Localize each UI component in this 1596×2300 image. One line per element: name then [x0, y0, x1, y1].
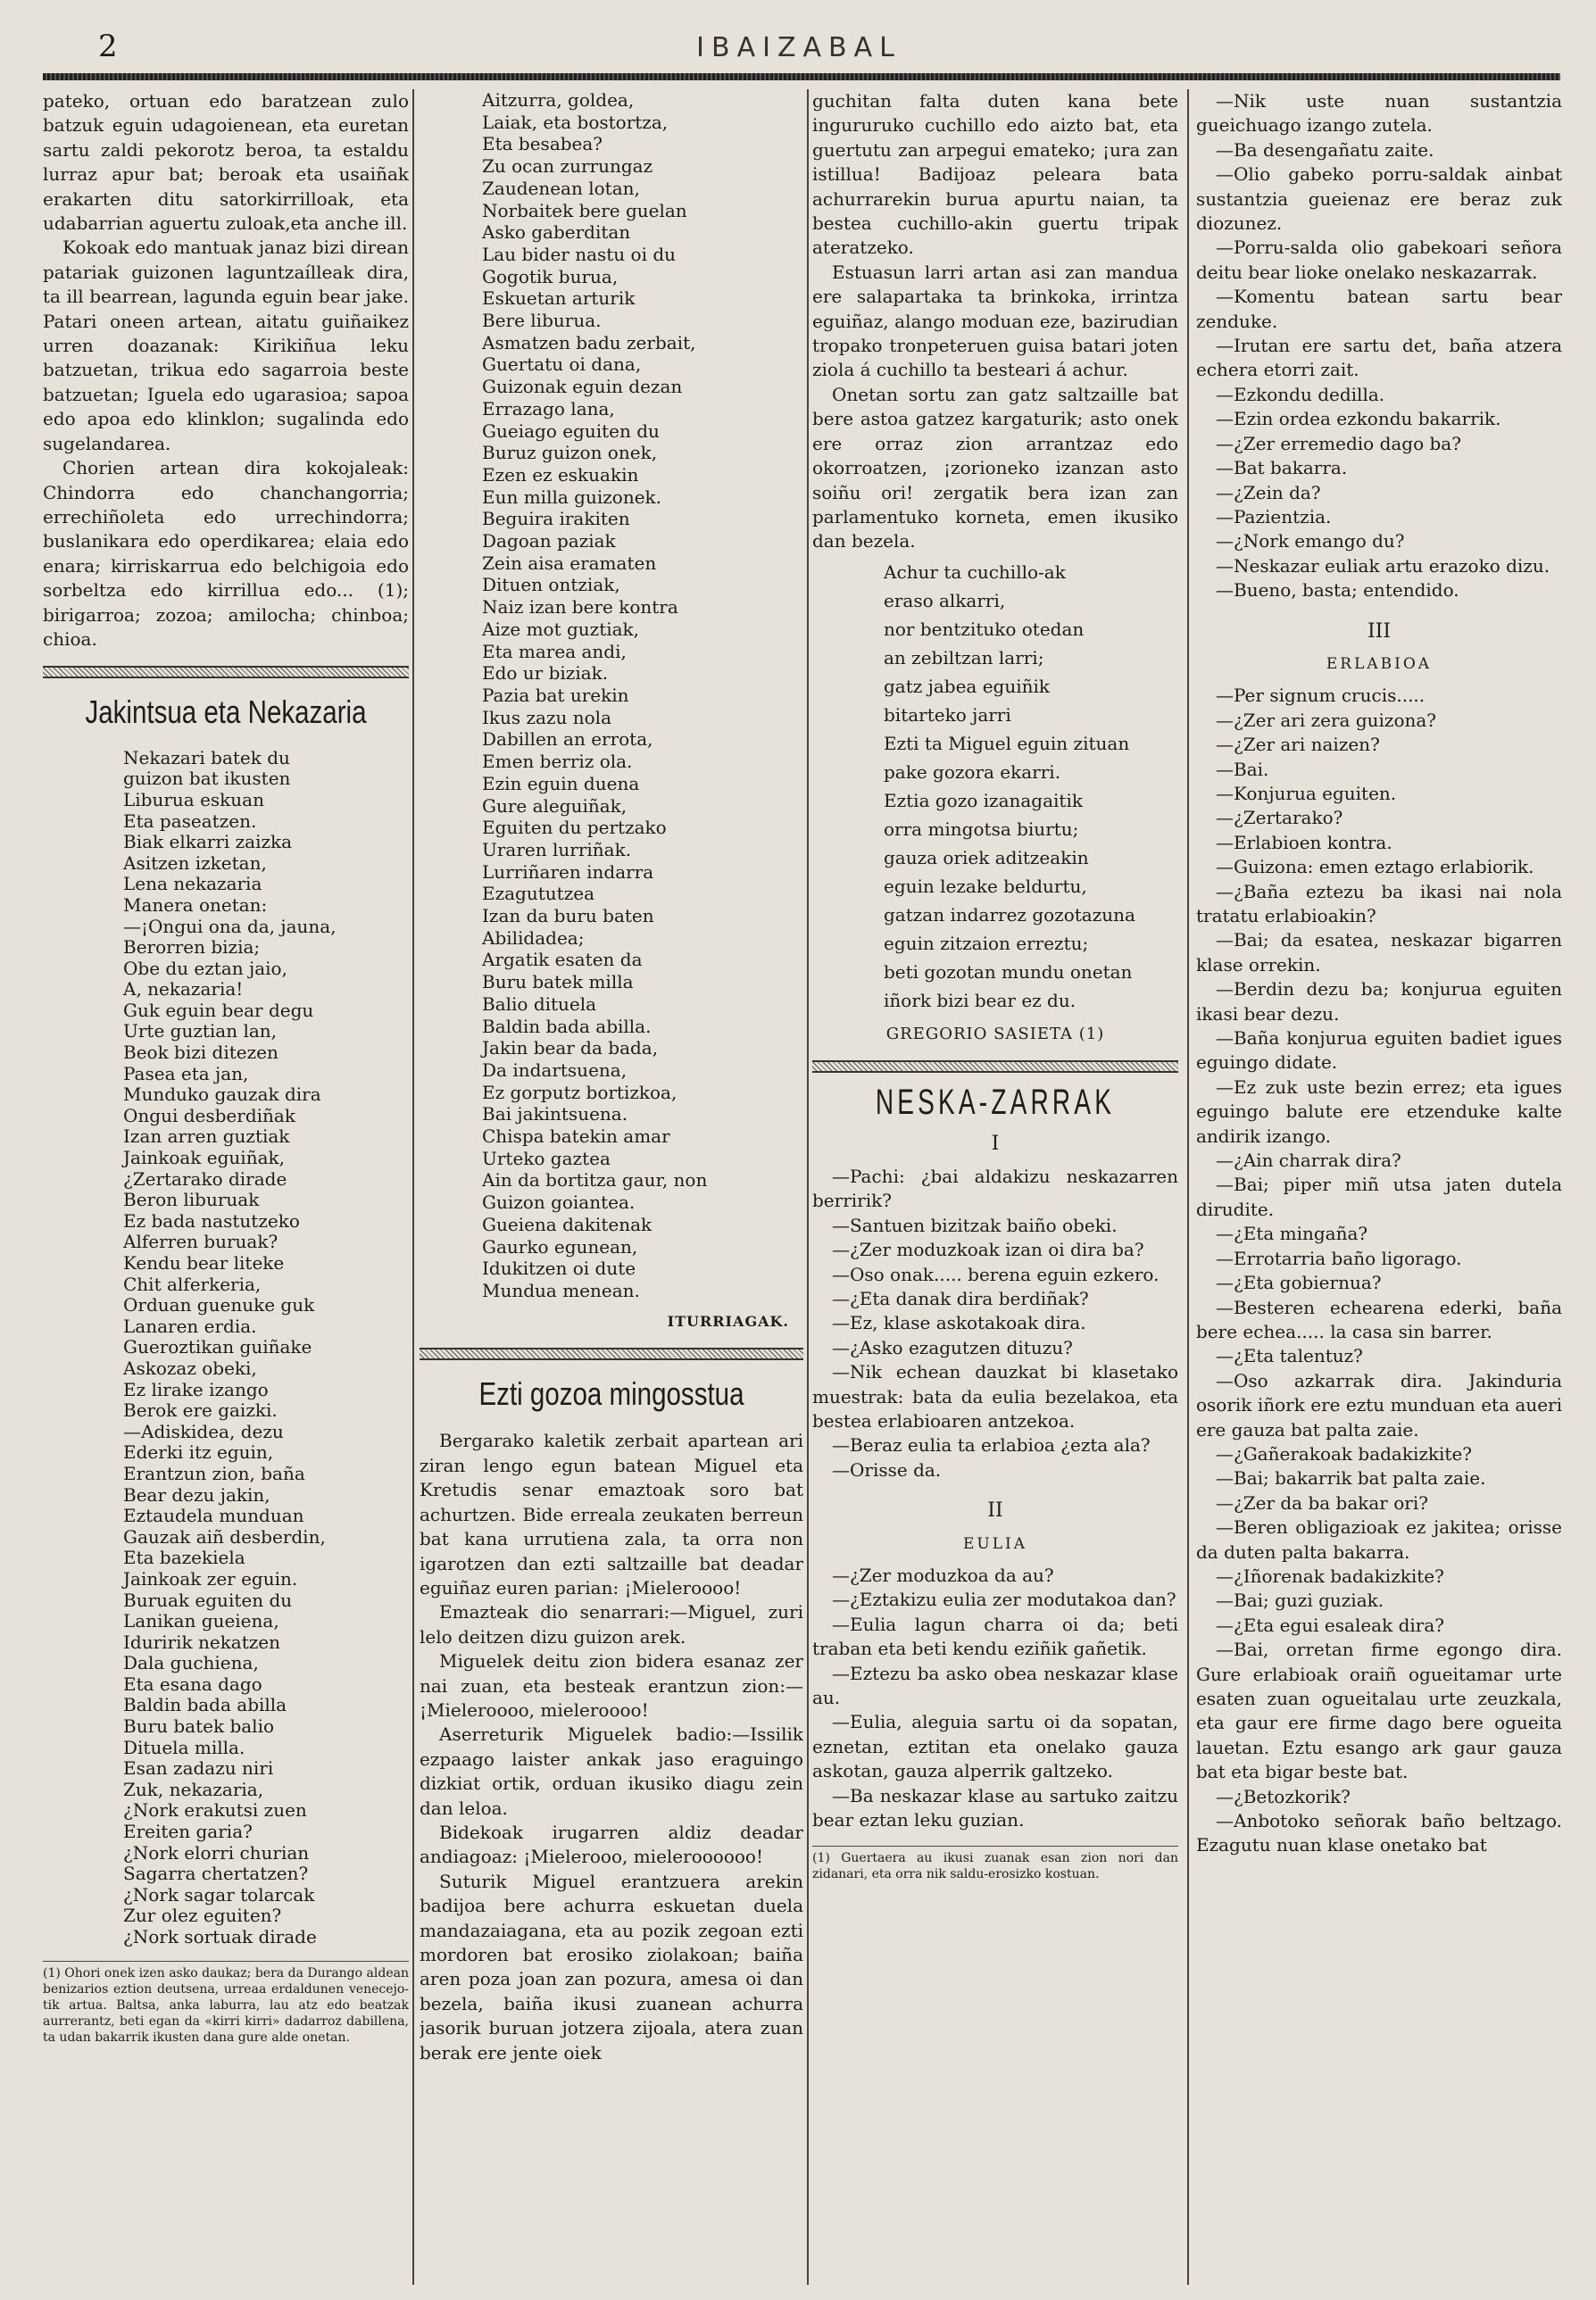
poem-line: Aitzurra, goldea, — [482, 89, 635, 111]
dialogue-line: —¿Eta mingaña? — [1216, 1223, 1368, 1245]
poem-line: Mundua menean. — [482, 1279, 640, 1301]
dialogue-line: —Guizona: emen eztago erlabiorik. — [1216, 856, 1534, 878]
poem-line: Orduan guenuke guk — [123, 1294, 315, 1316]
article-title: Jakintsua eta Nekazaria — [85, 693, 367, 731]
poem-line: Ikus zazu nola — [482, 706, 611, 728]
poem-line: Da indartsuena, — [482, 1059, 628, 1081]
poem-line: Liburua eskuan — [123, 788, 264, 810]
dialogue-line: —Oso onak..... berena eguin ezkero. — [832, 1263, 1160, 1285]
poem-line: Dabillen an errota, — [482, 728, 653, 751]
dialogue-line: —Eztezu ba asko obea neskazar klase au. — [812, 1662, 1178, 1709]
dialogue — [1196, 89, 1562, 603]
poem-line: pake gozora ekarri. — [884, 760, 1061, 783]
dialogue-line: —Irutan ere sartu det, baña atzera echera etorri zait. — [1196, 335, 1562, 381]
poem-line: Dituen ontziak, — [482, 574, 620, 596]
poem-line: Erantzun zion, baña — [123, 1462, 305, 1484]
section-divider — [812, 1060, 1178, 1073]
dialogue-line: —¿Eta talentuz? — [1216, 1345, 1363, 1367]
poem-line: Guertatu oi dana, — [482, 353, 642, 376]
poem-line: ¿Nork sagar tolarcak — [123, 1883, 315, 1906]
signature: ITURRIAGAK. — [667, 1312, 789, 1330]
article-title: NESKA-ZARRAK — [875, 1083, 1116, 1123]
dialogue-line: —¿Gañerakoak badakizkite? — [1216, 1442, 1473, 1465]
poem-line: ¿Zertarako dirade — [123, 1167, 287, 1190]
dialogue — [812, 1564, 1178, 1832]
paragraph: Bidekoak irugarren aldiz deadar andiagoaz: ¡Mielerooo, mieleroooooo! — [420, 1821, 803, 1868]
poem-line: iñork bizi bear ez du. — [884, 989, 1076, 1011]
dialogue-line: —Konjurua eguiten. — [1216, 782, 1397, 804]
poem-line: Eskuetan arturik — [482, 287, 636, 310]
poem-line: Eta esana dago — [123, 1673, 262, 1695]
poem-line: Balio dituela — [482, 992, 597, 1015]
poem-line: Eguiten du pertzako — [482, 817, 667, 839]
dialogue — [1196, 684, 1562, 1858]
dialogue-line: —Nik uste nuan sustantzia gueichuago izango zutela. — [1196, 90, 1562, 137]
poem-line: bitarteko jarri — [884, 703, 1011, 726]
poem-line: Gure aleguiñak, — [482, 794, 628, 817]
dialogue-line: —Anbotoko señorak baño beltzago. Ezagutu nuan klase onetako bat — [1196, 1810, 1562, 1856]
column-3 — [812, 89, 1178, 2285]
poem-line: Ereiten garia? — [123, 1821, 253, 1843]
poem-line: ¿Nork elorri churian — [123, 1841, 310, 1864]
poem-line: Berok ere gaizki. — [123, 1399, 278, 1422]
poem-line: Bere liburua. — [482, 310, 602, 332]
poem-line: Buru batek balio — [123, 1715, 275, 1738]
poem-line: Zu ocan zurrungaz — [482, 155, 653, 178]
poem-line: A, nekazaria! — [123, 978, 244, 1001]
poem-line: Zein aisa eramaten — [482, 552, 657, 574]
dialogue-line: —Pazientzia. — [1216, 505, 1332, 527]
dialogue-line: —¿Eta gobiernua? — [1216, 1272, 1382, 1294]
poem-line: Beguira irakiten — [482, 508, 630, 530]
poem-line: Pasea eta jan, — [123, 1062, 249, 1084]
poem-line: Biak elkarri zaizka — [123, 831, 293, 853]
poem-line: Aize mot guztiak, — [482, 618, 640, 640]
poem-line: Argatik esaten da — [482, 949, 643, 971]
section-heading: ERLABIOA — [1326, 654, 1433, 673]
column-divider — [412, 89, 414, 2285]
dialogue-line: —Per signum crucis..... — [1216, 685, 1426, 707]
dialogue-line: —Ezin ordea ezkondu bakarrik. — [1216, 408, 1501, 430]
paragraph: Bergarako kaletik zerbait apartean ari ziran lengo egun batean Miguel eta Kretudis senar emaztoak soro bat achurtzen. Bide erreala zeukaten berreun bat kana urrutiena zala, ta orra non igarotzen dan ezti saltzaille bat deadar eguiñaz euren parian: ¡Mieleroooo! — [420, 1430, 803, 1598]
footnote: (1) Guertaera au ikusi zuanak esan zion nori dan zidanari, eta orra nik saldu-erosizko kostuan. — [812, 1846, 1178, 1882]
poem-line: Lanikan gueiena, — [123, 1610, 279, 1632]
poem-line: Obe du eztan jaio, — [123, 957, 287, 979]
page-header — [36, 25, 1562, 70]
poem-line: Zaudenean lotan, — [482, 177, 640, 199]
poem-line: Chit alferkeria, — [123, 1273, 262, 1295]
poem-line: Eta bazekiela — [123, 1547, 245, 1569]
dialogue-line: —Bueno, basta; entendido. — [1216, 579, 1459, 602]
dialogue-line: —Bai; guzi guziak. — [1216, 1590, 1384, 1612]
dialogue-line: —¿Asko ezagutzen dituzu? — [832, 1336, 1073, 1358]
poem-line: an zebiltzan larri; — [884, 646, 1044, 668]
poem-line: beti gozotan mundu onetan — [884, 960, 1133, 983]
column-divider — [1187, 89, 1189, 2285]
poem-line: Eztia gozo izanagaitik — [884, 789, 1083, 811]
poem-line: Askozaz obeki, — [123, 1357, 257, 1379]
paragraph: Miguelek deitu zion bidera esanaz zer nai zuan, eta besteak erantzun zion:—¡Mieleroooo, mieleroooo! — [420, 1650, 803, 1721]
poem-line: Zur olez eguiten? — [123, 1905, 282, 1927]
section-divider — [420, 1348, 803, 1360]
dialogue-line: —¿Zer da ba bakar ori? — [1216, 1491, 1428, 1514]
dialogue-line: —Ez zuk uste bezin errez; eta igues eguingo balute ere etzenduke kalte andirik izango. — [1196, 1075, 1562, 1147]
page-number: 2 — [98, 29, 118, 64]
poem-line: Iduririk nekatzen — [123, 1631, 281, 1653]
poem-line: Ezin eguin duena — [482, 772, 640, 794]
poem-line: Naiz izan bere kontra — [482, 596, 678, 619]
dialogue-line: —Eulia lagun charra oi da; beti traban eta beti kendu eziñik gañetik. — [812, 1613, 1178, 1660]
dialogue-line: —Porru-salda olio gabekoari señora deitu bear lioke onelako neskazarrak. — [1196, 237, 1562, 283]
paragraph: Emazteak dio senarrari:—Miguel, zuri lelo deitzen dizu guizon arek. — [420, 1601, 803, 1648]
poem-line: Beron liburuak — [123, 1189, 260, 1211]
paragraph: Chorien artean dira kokojaleak: Chindorra edo chanchangorria; errechiñoleta edo urrechindorra; buslanikara edo operdikarea; elaia edo enara; kirriskarrua edo belchigoia edo sorbeltza edo kirrillua edo... (1); birigarroa; zozoa; amilocha; chinboa; chioa. — [43, 457, 409, 650]
dialogue-line: —Orisse da. — [832, 1458, 942, 1481]
poem-line: Errazago lana, — [482, 397, 615, 419]
dialogue-line: —¿Zer moduzkoak izan oi dira ba? — [832, 1239, 1144, 1261]
dialogue-line: —¿Iñorenak badakizkite? — [1216, 1565, 1444, 1587]
poem — [420, 89, 803, 1302]
paragraph: Kokoak edo mantuak janaz bizi direan patariak guizonen laguntzaílleak dira, ta ill bearrean, lagunda eguin bear jake. Patari oneen artean, aitatu guiñaikez urren doazanak: Kirikiñua leku batzuetan, trikua edo sagarroia beste batzuetan; Iguela edo ugarasioa; sapoa edo apoa edo klinklon; sugalinda edo sugelandarea. — [43, 237, 409, 454]
section-divider — [43, 666, 409, 678]
poem-line: Jainkoak eguiñak, — [123, 1147, 285, 1169]
dialogue-line: —Ez, klase askotakoak dira. — [832, 1312, 1086, 1334]
poem-line: Manera onetan: — [123, 893, 268, 916]
poem-line: Ongui desberdiñak — [123, 1104, 295, 1126]
dialogue-line: —Olio gabeko porru-saldak ainbat sustantzia gueienaz ere beraz zuk diozunez. — [1196, 163, 1562, 235]
paragraph: Aserreturik Miguelek badio:—Issilik ezpaago laister ankak jaso eraguingo dizkiat ortik, orduan ikusiko diagu zein dan leloa. — [420, 1723, 803, 1819]
poem-line: Izan arren guztiak — [123, 1125, 290, 1148]
poem-line: Ain da bortitza gaur, non — [482, 1169, 708, 1192]
poem-line: eguin zitzaion erreztu; — [884, 932, 1089, 954]
poem-line: Dituela milla. — [123, 1736, 245, 1758]
dialogue-line: —Bai; piper miñ utsa jaten dutela dirudite. — [1196, 1174, 1562, 1220]
poem-line: Idukitzen oi dute — [482, 1258, 636, 1280]
poem — [812, 558, 1178, 1015]
poem-line: Asitzen izketan, — [123, 851, 267, 874]
dialogue-line: —Besteren echearena ederki, baña bere echea..... la casa sin barrer. — [1196, 1296, 1562, 1342]
poem-line: Achur ta cuchillo-ak — [884, 560, 1066, 583]
poem-line: Asko gaberditan — [482, 221, 631, 244]
poem-line: Gogotik burua, — [482, 265, 619, 287]
paragraph: Suturik Miguel erantzuera arekin badijoa bere achurra eskuetan duela mandazaiagana, eta au pozik zegoan ezti mordoren bat erosiko ziolakoan; baiña aren poza joan zan pozura, amesa oi dan bezela, baiña ikusi zuanean achurra jasorik buruan jotzera zijoala, atera zuan berak ere jente oiek — [420, 1870, 803, 2063]
poem-line: Lau bider nastu oi du — [482, 243, 677, 265]
poem-line: Chispa batekin amar — [482, 1125, 670, 1148]
poem-line: Baldin bada abilla. — [482, 1015, 652, 1037]
dialogue-line: —Komentu batean sartu bear zenduke. — [1196, 286, 1562, 332]
poem-line: Gueiago eguiten du — [482, 419, 660, 442]
dialogue-line: —Bai, orretan firme egongo dira. Gure erlabioak oraiñ ogueitamar urte esaten zuan ogueitalau urte zeuzkala, eta gaur ere firme dago bere ogueita lauetan. Eztu esango ark gaur gauza bat eta bigar beste bat. — [1196, 1639, 1562, 1783]
column-divider — [807, 89, 809, 2285]
dialogue-line: —Bat bakarra. — [1216, 457, 1348, 479]
dialogue-line: —Bai; bakarrik bat palta zaie. — [1216, 1467, 1486, 1490]
poem-line: Edo ur biziak. — [482, 662, 609, 685]
poem-line: Baldin bada abilla — [123, 1694, 287, 1716]
poem-line: Lanaren erdia. — [123, 1315, 257, 1337]
section-number: I — [991, 1132, 1000, 1155]
poem-line: orra mingotsa biurtu; — [884, 818, 1079, 840]
poem-line: Guizonak eguin dezan — [482, 376, 683, 398]
poem-line: Guk eguin bear degu — [123, 999, 314, 1021]
dialogue-line: —Erlabioen kontra. — [1216, 831, 1392, 853]
footnote: (1) Ohori onek izen asko daukaz; bera da Durango aldean benizarios eztion deutsena, urreaa erdaldunen venecejo-tik artua. Baltsa, anka laburra, lau atz edo beatzak aurrerantz, beti egan da «kirri kirri» dadarroz dabillena, ta udan bakarrik ikusten dana gure alde onetan. — [43, 1961, 409, 2046]
dialogue-line: —¿Eztakizu eulia zer modutakoa dan? — [832, 1589, 1176, 1611]
poem-line: eraso alkarri, — [884, 589, 1006, 611]
newspaper-title: IBAIZABAL — [696, 32, 902, 63]
section-heading: EULIA — [962, 1534, 1028, 1553]
poem-line: ¿Nork erakutsi zuen — [123, 1799, 307, 1822]
dialogue-line: —Berdin dezu ba; konjurua eguiten ikasi bear dezu. — [1196, 978, 1562, 1025]
poem-line: Eun milla guizonek. — [482, 486, 662, 508]
section-number: III — [1367, 619, 1392, 643]
poem-line: —Adiskidea, dezu — [123, 1420, 284, 1442]
dialogue-line: —¿Nork emango du? — [1216, 530, 1405, 552]
article-title: Ezti gozoa mingosstua — [478, 1375, 744, 1413]
dialogue-line: —Eulia, aleguia sartu oi da sopatan, eznetan, eztitan eta onelako gauza askotan, gauza alperrik galtzeko. — [812, 1711, 1178, 1782]
dialogue-line: —¿Zer erremedio dago ba? — [1216, 432, 1461, 454]
signature: GREGORIO SASIETA (1) — [885, 1024, 1105, 1043]
dialogue-line: —Beren obligazioak ez jakitea; orisse da duten palta bakarra. — [1196, 1516, 1562, 1563]
poem-line: Kendu bear liteke — [123, 1252, 285, 1274]
column-1 — [43, 89, 409, 2285]
poem-line: Urteko gaztea — [482, 1147, 611, 1169]
dialogue-line: —Nik echean dauzkat bi klasetako muestrak: bata da eulia bezelakoa, eta bestea erlabioaren antzekoa. — [812, 1361, 1178, 1432]
dialogue-line: —Santuen bizitzak baiño obeki. — [832, 1214, 1118, 1236]
poem-line: ¿Nork sortuak dirade — [123, 1926, 317, 1947]
poem-line: Gueroztikan guiñake — [123, 1336, 312, 1358]
poem-line: Buru batek milla — [482, 971, 634, 993]
poem-line: Pazia bat urekin — [482, 684, 629, 706]
poem-line: Jainkoak zer eguin. — [123, 1567, 298, 1590]
poem-line: Ezen ez eskuakin — [482, 463, 639, 486]
dialogue-line: —¿Zer ari naizen? — [1216, 734, 1380, 756]
poem-line: eguin lezake beldurtu, — [884, 875, 1087, 897]
poem-line: —¡Ongui ona da, jauna, — [123, 915, 337, 937]
dialogue-line: —¿Betozkorik? — [1216, 1785, 1351, 1807]
paragraph: Onetan sortu zan gatz saltzaille bat bere astoa gatzez kargaturik; asto onek ere orraz zion arrantzaz edo okorroatzen, ¡zorioneko izanzan asto soiñu ori! zergatik bera izan zan parlamentuko korneta, emen ikusiko dan bezela. — [812, 383, 1178, 552]
poem-line: Ezagututzea — [482, 883, 594, 905]
dialogue-line: —¿Eta danak dira berdiñak? — [832, 1287, 1089, 1309]
column-4 — [1196, 89, 1562, 2285]
poem-line: Dala guchiena, — [123, 1652, 259, 1674]
dialogue-line: —¿Baña eztezu ba ikasi nai nola tratatu erlabioakin? — [1196, 880, 1562, 926]
column-2 — [420, 89, 803, 2285]
poem-line: Emen berriz ola. — [482, 751, 633, 773]
poem-line: Uraren lurriñak. — [482, 838, 632, 860]
dialogue-line: —¿Zer ari zera guizona? — [1216, 709, 1437, 731]
dialogue-line: —Beraz eulia ta erlabioa ¿ezta ala? — [832, 1434, 1151, 1457]
paragraph: pateko, ortuan edo baratzean zulo batzuk eguin udagoienean, eta euretan sartu zaldi pekorotz beroa, ta estaldu lurraz apur bat; beroak eta usaiñak erakarten ditu satorkirrilloak, eta udabarrian aguertu zuloak,eta anche ill. — [43, 90, 409, 235]
poem-line: Jakin bear da bada, — [482, 1037, 659, 1059]
poem-line: Gauzak aiñ desberdin, — [123, 1525, 326, 1548]
poem — [43, 748, 409, 1948]
poem-line: Nekazari batek du — [123, 746, 290, 768]
poem-line: Lurriñaren indarra — [482, 860, 654, 883]
poem-line: Buruz guizon onek, — [482, 442, 658, 464]
poem-line: Abilidadea; — [482, 926, 585, 949]
paragraph: guchitan falta duten kana bete ingururuko cuchillo edo aizto bat, eta guertutu zan arpegui emateko; ¡ura zan istillua! Badijoaz peleara bata achurrarekin burua apurtu naian, ta bestea cuchillo-akin guertu tripak ateratzeko. — [812, 90, 1178, 259]
poem-line: Laiak, eta bostortza, — [482, 111, 669, 133]
poem-line: Alferren buruak? — [123, 1231, 278, 1253]
dialogue-line: —Errotarria baño ligorago. — [1216, 1247, 1462, 1269]
poem-line: Bai jakintsuena. — [482, 1103, 628, 1125]
poem-line: Ederki itz eguin, — [123, 1441, 274, 1464]
poem-line: Eta marea andi, — [482, 640, 627, 662]
poem-line: Eta paseatzen. — [123, 810, 257, 832]
poem-line: gatzan indarrez gozotazuna — [884, 903, 1135, 926]
poem-line: Esan zadazu niri — [123, 1757, 274, 1780]
poem-line: Gueiena dakitenak — [482, 1213, 653, 1235]
poem-line: Gaurko egunean, — [482, 1235, 638, 1258]
poem-line: Dagoan paziak — [482, 530, 616, 552]
poem-line: Bear dezu jakin, — [123, 1483, 270, 1506]
dialogue-line: —Ezkondu dedilla. — [1216, 383, 1385, 405]
poem-line: Ez gorputz bortizkoa, — [482, 1081, 677, 1103]
poem-line: Urte guztian lan, — [123, 1020, 278, 1042]
dialogue — [812, 1165, 1178, 1482]
poem-line: guizon bat ikusten — [123, 768, 291, 790]
poem-line: Ezti ta Miguel eguin zituan — [884, 732, 1130, 754]
poem-line: Munduko gauzak dira — [123, 1084, 321, 1106]
poem-line: Sagarra chertatzen? — [123, 1863, 309, 1885]
poem-line: gatz jabea eguiñik — [884, 675, 1051, 697]
dialogue-line: —Ba neskazar klase au sartuko zaitzu bear eztan leku guzian. — [812, 1784, 1178, 1831]
dialogue-line: —¿Eta egui esaleak dira? — [1216, 1614, 1444, 1636]
dialogue-line: —Bai. — [1216, 758, 1269, 780]
dialogue-line: —¿Zein da? — [1216, 481, 1321, 503]
poem-line: Buruak eguiten du — [123, 1589, 293, 1611]
poem-line: gauza oriek aditzeakin — [884, 846, 1089, 868]
poem-line: Lena nekazaria — [123, 873, 262, 895]
dialogue-line: —Oso azkarrak dira. Jakinduria osorik iñork ere eztu munduan eta aueri ere gauza bat palta zaie. — [1196, 1369, 1562, 1441]
dialogue-line: —¿Ain charrak dira? — [1216, 1150, 1401, 1172]
dialogue-line: —¿Zer moduzkoa da au? — [832, 1565, 1054, 1587]
dialogue-line: —Pachi: ¿bai aldakizu neskazarren berririk? — [812, 1165, 1178, 1212]
poem-line: Guizon goiantea. — [482, 1192, 636, 1214]
dialogue-line: —¿Zertarako? — [1216, 807, 1343, 829]
poem-line: Zuk, nekazaria, — [123, 1778, 264, 1800]
poem-line: Eztaudela munduan — [123, 1505, 304, 1527]
section-number: II — [987, 1499, 1003, 1523]
dialogue-line: —Bai; da esatea, neskazar bigarren klase orrekin. — [1196, 929, 1562, 976]
dialogue-line: —Neskazar euliak artu erazoko dizu. — [1216, 554, 1550, 577]
poem-line: Norbaitek bere guelan — [482, 199, 687, 221]
poem-line: Berorren bizia; — [123, 936, 261, 959]
poem-line: Beok bizi ditezen — [123, 1042, 278, 1064]
header-rule — [43, 73, 1560, 80]
dialogue-line: —Ba desengañatu zaite. — [1216, 138, 1434, 161]
dialogue-line: —Baña konjurua eguiten badiet igues eguingo didate. — [1196, 1027, 1562, 1074]
poem-line: nor bentzituko otedan — [884, 618, 1085, 640]
poem-line: Ez bada nastutzeko — [123, 1209, 300, 1232]
poem-line: Asmatzen badu zerbait, — [482, 331, 696, 353]
poem-line: Eta besabea? — [482, 133, 603, 155]
poem-line: Ez lirake izango — [123, 1378, 269, 1400]
paragraph: Estuasun larri artan asi zan mandua ere salapartaka ta brinkoka, irrintza eguiñaz, alango moduan eze, bazirudian tropako tronpeteruen guisa batari joten ziola á cuchillo ta besteari á achur. — [812, 261, 1178, 381]
poem-line: Izan da buru baten — [482, 905, 654, 927]
